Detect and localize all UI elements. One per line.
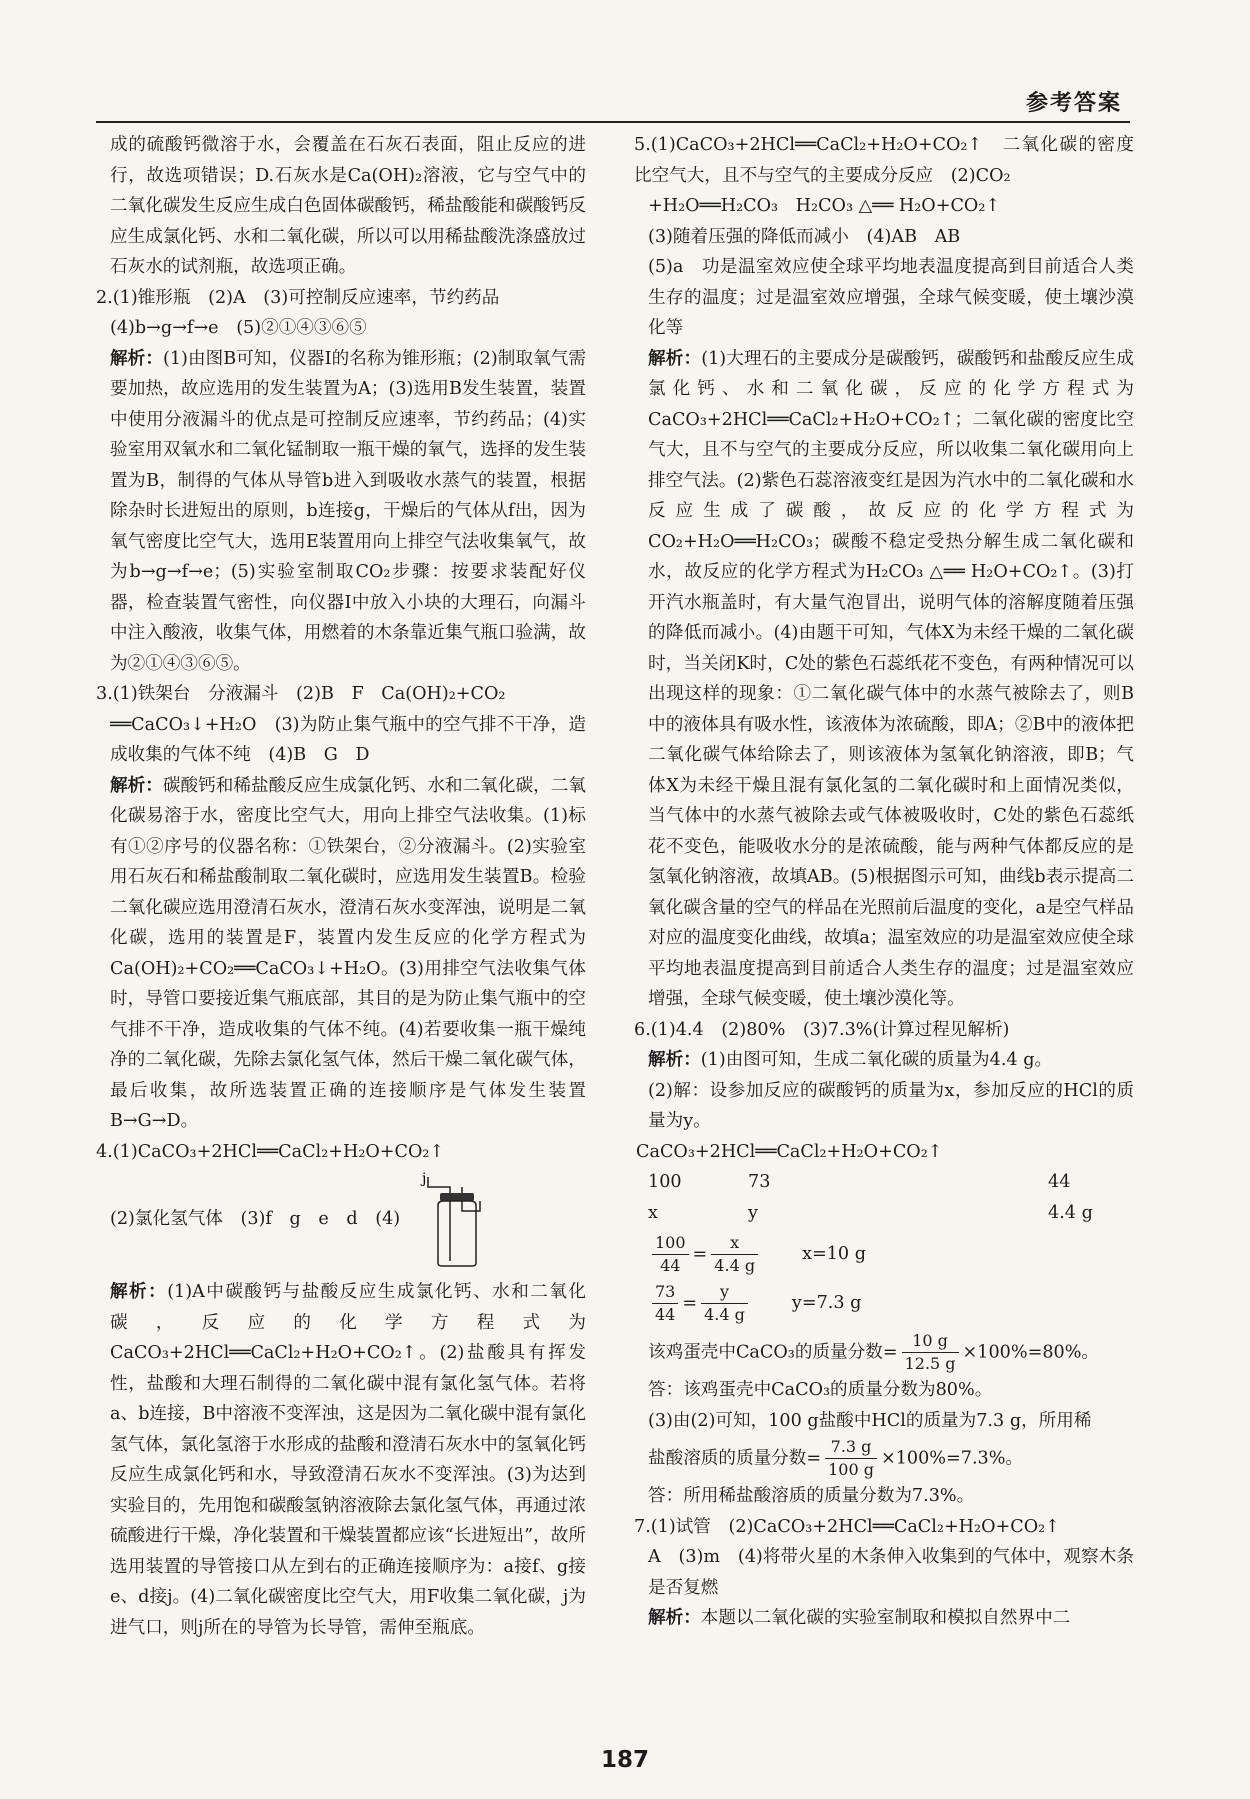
fraction: $\frac{y}{4.4 g}$ <box>701 1281 748 1326</box>
q6-stoich-row2 <box>634 1198 1134 1229</box>
q3-analysis-text: 碳酸钙和稀盐酸反应生成氯化钙、水和二氧化碳，二氧化碳易溶于水，密度比空气大，用向上排空气法收集。(1)标有①②序号的仪器名称：①铁架台，②分液漏斗。(2)实验室用石灰石和稀盐酸制取二氧化碳时，应选用发生装置B。检验二氧化碳应选用澄清石灰水，澄清石灰水变浑浊，说明是二氧化碳，选用的装置是F，装置内发生反应的化学方程式为Ca(OH)₂+CO₂══CaCO₃↓+H₂O。(3)用排空气法收集气体时，导管口要接近集气瓶底部，其目的是为防止集气瓶中的空气排不干净，造成收集的气体不纯。(4)若要收集一瓶干燥纯净的二氧化碳，先除去氯化氢气体，然后干燥二氧化碳气体，最后收集，故所选装置正确的连接顺序是气体发生装置B→G→D。 <box>110 775 586 1131</box>
q7-analysis-text: 本题以二氧化碳的实验室制取和模拟自然界中二 <box>700 1608 1071 1628</box>
stoich-cell: 4.4 g <box>1048 1202 1093 1223</box>
q2-answer-line2: (4)b→g→f→e (5)②①④③⑥⑤ <box>110 318 367 338</box>
stoich-cell: y <box>748 1202 758 1223</box>
fraction: $\frac{7.3 g}{100 g}$ <box>825 1436 877 1481</box>
q3-answer-line2: ══CaCO₃↓+H₂O (3)为防止集气瓶中的空气排不干净，造成收集的气体不纯 (4)B G D <box>110 714 586 765</box>
gas-bottle-diagram <box>414 1171 494 1267</box>
analysis-label: 解析： <box>110 347 163 369</box>
q6-equation: CaCO₃+2HCl══CaCl₂+H₂O+CO₂↑ <box>636 1141 943 1162</box>
analysis-label: 解析： <box>110 1281 168 1302</box>
right-column <box>634 130 1134 1634</box>
q5-answer-line1: 5.(1)CaCO₃+2HCl══CaCl₂+H₂O+CO₂↑ 二氧化碳的密度比空气大，且不与空气的主要成分反应 (2)CO₂ <box>634 135 1134 186</box>
q2-analysis-text: (1)由图B可知，仪器Ⅰ的名称为锥形瓶；(2)制取氧气需要加热，故应选用的发生装置为A；(3)选用B发生装置，装置中使用分液漏斗的优点是可控制反应速率，节约药品；(4)实验室用双氧水和二氧化锰制取一瓶干燥的氧气，选择的发生装置为B，制得的气体从导管b进入到吸收水蒸气的装置，根据除杂时长进短出的原则，b连接g，干燥后的气体从f出，因为氧气密度比空气大，选用E装置用向上排空气法收集氧气，故为b→g→f→e；(5)实验室制取CO₂步骤：按要求装配好仪器，检查装置气密性，向仪器Ⅰ中放入小块的大理石，向漏斗中注入酸液，收集气体，用燃着的木条靠近集气瓶口验满，故为②①④③⑥⑤。 <box>110 348 586 674</box>
q4-answer-line1: 4.(1)CaCO₃+2HCl══CaCl₂+H₂O+CO₂↑ <box>96 1141 445 1162</box>
running-header: 参考答案 <box>1025 91 1122 116</box>
fraction: $\frac{10 g}{12.5 g}$ <box>902 1330 959 1375</box>
q2-analysis <box>96 344 586 680</box>
q5-answer-line4: (5)a 功是温室效应使全球平均地表温度提高到目前适合人类生存的温度；过是温室效应增强，全球气候变暖，使土壤沙漠化等 <box>648 257 1134 338</box>
bottle-label-j: j <box>422 1171 427 1187</box>
left-column <box>96 130 586 1643</box>
stoich-cell: 73 <box>748 1172 771 1192</box>
q6-step3: (3)由(2)可知，100 g盐酸中HCl的质量为7.3 g，所用稀 <box>648 1410 1092 1431</box>
fraction: $\frac{x}{4.4 g}$ <box>711 1232 758 1277</box>
q6-ratio2: $\frac{73}{44}$ = $\frac{y}{4.4 g}$ y=7.3 g <box>634 1281 1134 1326</box>
q4-analysis <box>96 1277 586 1643</box>
q3-answer-line1: 3.(1)铁架台 分液漏斗 (2)B F Ca(OH)₂+CO₂ <box>96 684 506 704</box>
q3-analysis <box>96 771 586 1137</box>
q5-analysis-text: (1)大理石的主要成分是碳酸钙，碳酸钙和盐酸反应生成氯化钙、水和二氧化碳，反应的化学方程式为CaCO₃+2HCl══CaCl₂+H₂O+CO₂↑；二氧化碳的密度比空气大，且不与空气的主要成分反应，所以收集二氧化碳用向上排空气法。(2)紫色石蕊溶液变红是因为汽水中的二氧化碳和水反应生成了碳酸，故反应的化学方程式为CO₂+H₂O══H₂CO₃；碳酸不稳定受热分解生成二氧化碳和水，故反应的化学方程式为H₂CO₃ △══ H₂O+CO₂↑。(3)打开汽水瓶盖时，有大量气泡冒出，说明气体的溶解度随着压强的降低而减小。(4)由题干可知，气体X为未经干燥的二氧化碳时，当关闭K时，C处的紫色石蕊纸花不变色，有两种情况可以出现这样的现象：①二氧化碳气体中的水蒸气被除去了，则B中的液体具有吸水性，该液体为浓硫酸，即A；②B中的液体把二氧化碳气体给除去了，则该液体为氢氧化钠溶液，即B；气体X为未经干燥且混有氯化氢的二氧化碳时和上面情况类似，当气体中的水蒸气被除去或气体被吸收时，C处的紫色石蕊纸花不变色，能吸收水分的是浓硫酸，能与两种气体都反应的是氢氧化钠溶液，故填AB。(5)根据图示可知，曲线b表示提高二氧化碳含量的空气的样品在光照前后温度的变化，a是空气样品对应的温度变化曲线，故填a；温室效应的功是温室效应使全球平均地表温度提高到目前适合人类生存的温度；过是温室效应增强，全球气候变暖，使土壤沙漠化等。 <box>648 348 1134 1009</box>
stoich-cell: 44 <box>1048 1172 1071 1192</box>
q6-ratio1: $\frac{100}{44}$ = $\frac{x}{4.4 g}$ x=10 g <box>634 1232 1134 1277</box>
q6-step1 <box>634 1045 1134 1076</box>
q7-analysis <box>634 1603 1134 1634</box>
analysis-label: 解析： <box>648 1049 701 1070</box>
q6-answer3: 答：所用稀盐酸溶质的质量分数为7.3%。 <box>648 1486 975 1506</box>
q6-acid-fraction: 盐酸溶质的质量分数= $\frac{7.3 g}{100 g}$ ×100%=7.3%。 <box>648 1437 1024 1479</box>
fraction: $\frac{73}{44}$ <box>652 1281 678 1326</box>
analysis-label: 解析： <box>648 1607 701 1628</box>
intro-paragraph: 成的硫酸钙微溶于水，会覆盖在石灰石表面，阻止反应的进行，故选项错误；D.石灰水是Ca(OH)₂溶液，它与空气中的二氧化碳发生反应生成白色固体碳酸钙，稀盐酸能和碳酸钙反应生成氯化钙、水和二氧化碳，所以可以用稀盐酸洗涤盛放过石灰水的试剂瓶，故选项正确。 <box>110 135 586 277</box>
q6-step1-text: (1)由图可知，生成二氧化碳的质量为4.4 g。 <box>700 1050 1053 1070</box>
page-number: 187 <box>600 1747 649 1773</box>
ratio2-result: y=7.3 g <box>791 1293 862 1314</box>
q5-answer-line2: +H₂O══H₂CO₃ H₂CO₃ △══ H₂O+CO₂↑ <box>648 196 1001 216</box>
q7-answer-line2: A (3)m (4)将带火星的木条伸入收集到的气体中，观察木条是否复燃 <box>648 1547 1134 1598</box>
q6-stoich-row1 <box>634 1167 1134 1198</box>
stoich-cell: x <box>648 1202 658 1223</box>
analysis-label: 解析： <box>648 347 702 369</box>
q7-answer-line1: 7.(1)试管 (2)CaCO₃+2HCl══CaCl₂+H₂O+CO₂↑ <box>634 1516 1060 1537</box>
q4-answer-line2-row <box>96 1171 586 1267</box>
q6-step2: (2)解：设参加反应的碳酸钙的质量为x，参加反应的HCl的质量为y。 <box>648 1080 1134 1131</box>
stoich-cell: 100 <box>648 1172 682 1192</box>
q6-answer2: 答：该鸡蛋壳中CaCO₃的质量分数为80%。 <box>648 1380 993 1400</box>
q4-answer-line2: (2)氯化氢气体 (3)f g e d (4) <box>110 1208 401 1229</box>
ratio1-result: x=10 g <box>802 1244 866 1265</box>
analysis-label: 解析： <box>110 774 163 796</box>
fraction: $\frac{100}{44}$ <box>652 1232 689 1277</box>
q6-answer-line: 6.(1)4.4 (2)80% (3)7.3%(计算过程见解析) <box>634 1019 1010 1040</box>
q5-answer-line3: (3)随着压强的降低而减小 (4)AB AB <box>648 226 961 247</box>
q6-mass-fraction: 该鸡蛋壳中CaCO₃的质量分数= $\frac{10 g}{12.5 g}$ ×100%=80%。 <box>648 1331 1100 1373</box>
q5-analysis <box>634 344 1134 1015</box>
header-rule <box>96 121 1130 123</box>
q2-answer-line1: 2.(1)锥形瓶 (2)A (3)可控制反应速率，节约药品 <box>96 287 500 308</box>
q4-analysis-text: (1)A中碳酸钙与盐酸反应生成氯化钙、水和二氧化碳，反应的化学方程式为CaCO₃+2HCl══CaCl₂+H₂O+CO₂↑。(2)盐酸具有挥发性，盐酸和大理石制得的二氧化碳中混有氯化氢气体。若将a、b连接，B中溶液不变浑浊，这是因为二氧化碳中混有氯化氢气体，氯化氢溶于水形成的盐酸和澄清石灰水中的氢氧化钙反应生成氯化钙和水，导致澄清石灰水不变浑浊。(3)为达到实验目的，先用饱和碳酸氢钠溶液除去氯化氢气体，再通过浓硫酸进行干燥，净化装置和干燥装置都应该“长进短出”，故所选用装置的导管接口从左到右的正确连接顺序为：a接f、g接e、d接j。(4)二氧化碳密度比空气大，用F收集二氧化碳，j为进气口，则j所在的导管为长导管，需伸至瓶底。 <box>110 1282 586 1638</box>
